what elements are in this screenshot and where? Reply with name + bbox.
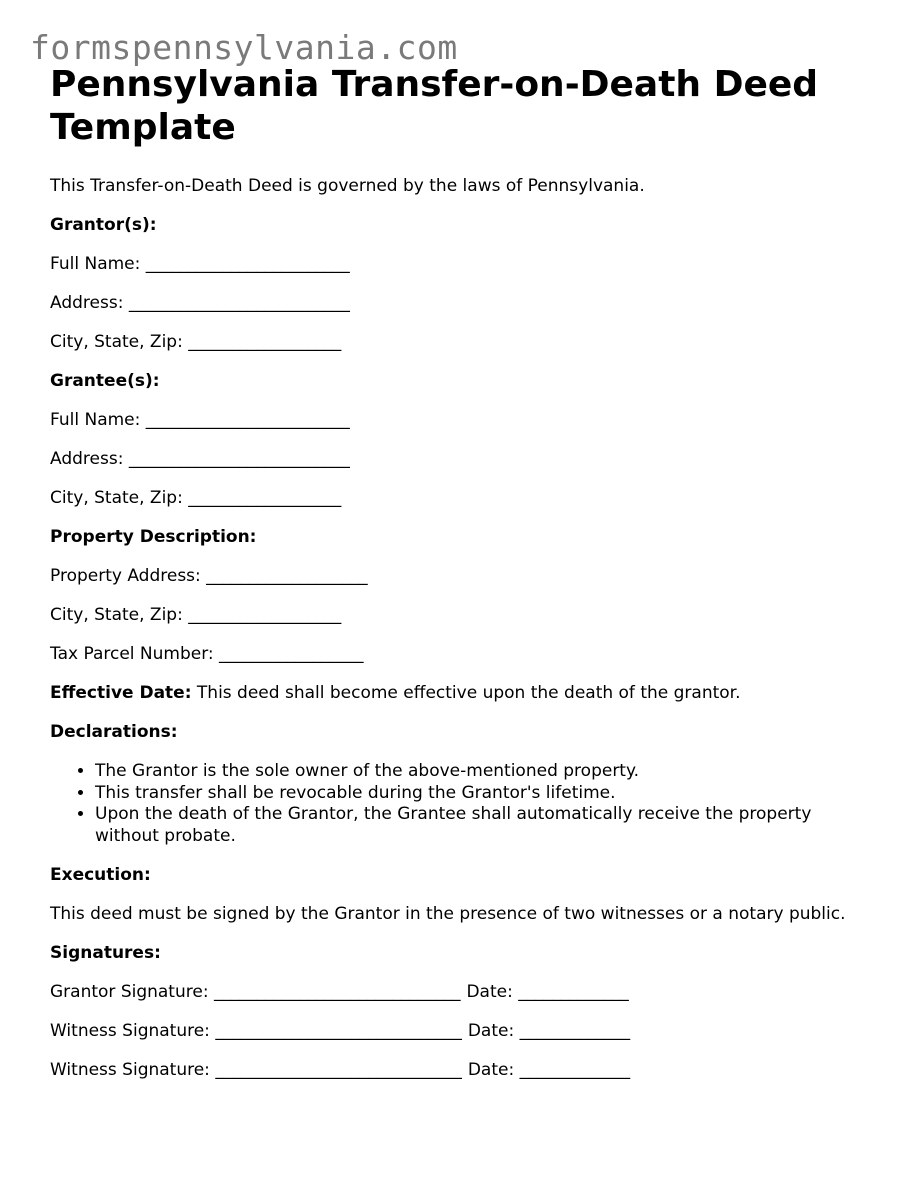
signature-row: [50, 1060, 870, 1081]
list-item: • The Grantor is the sole owner of the above-mentioned property.: [95, 761, 870, 783]
signatures-heading: Signatures:: [50, 943, 161, 963]
execution-text: This deed must be signed by the Grantor in the presence of two witnesses or a notary public.: [50, 904, 846, 924]
date-field: Date: _____________: [467, 1021, 631, 1041]
witness-signature-field: Witness Signature: _____________________________: [50, 1021, 462, 1041]
grantee-heading: Grantee(s):: [50, 371, 160, 391]
document-body: [50, 63, 870, 1081]
watermark: formspennsylvania.com: [30, 28, 458, 67]
grantee-city-field: City, State, Zip: __________________: [50, 488, 342, 508]
property-address-field: Property Address: ___________________: [50, 566, 368, 586]
grantee-address-field: Address: __________________________: [50, 449, 350, 469]
grantor-full-name-field: Full Name: ________________________: [50, 254, 350, 274]
list-item: • Upon the death of the Grantor, the Grantee shall automatically receive the property without probate.: [95, 804, 870, 847]
witness-signature-field: Witness Signature: _____________________________: [50, 1060, 462, 1080]
signature-row: [50, 1021, 870, 1042]
grantor-heading: Grantor(s):: [50, 215, 157, 235]
grantor-city-field: City, State, Zip: __________________: [50, 332, 342, 352]
property-heading: Property Description:: [50, 527, 257, 547]
execution-heading: Execution:: [50, 865, 151, 885]
intro-text: This Transfer-on-Death Deed is governed by the laws of Pennsylvania.: [50, 176, 645, 196]
property-city-field: City, State, Zip: __________________: [50, 605, 342, 625]
date-field: Date: _____________: [467, 1060, 631, 1080]
effective-date-label: Effective Date:: [50, 683, 192, 703]
page-title: Pennsylvania Transfer-on-Death Deed Template: [50, 64, 819, 148]
list-item: • This transfer shall be revocable during the Grantor's lifetime.: [95, 783, 870, 805]
tax-parcel-field: Tax Parcel Number: _________________: [50, 644, 364, 664]
grantor-address-field: Address: __________________________: [50, 293, 350, 313]
date-field: Date: _____________: [466, 982, 629, 1002]
declarations-list: [50, 761, 870, 847]
grantee-full-name-field: Full Name: ________________________: [50, 410, 350, 430]
declarations-heading: Declarations:: [50, 722, 178, 742]
grantor-signature-field: Grantor Signature: _____________________________: [50, 982, 461, 1002]
effective-date-paragraph: [50, 683, 870, 704]
signature-row: [50, 982, 870, 1003]
effective-date-text: This deed shall become effective upon the death of the grantor.: [191, 683, 741, 703]
